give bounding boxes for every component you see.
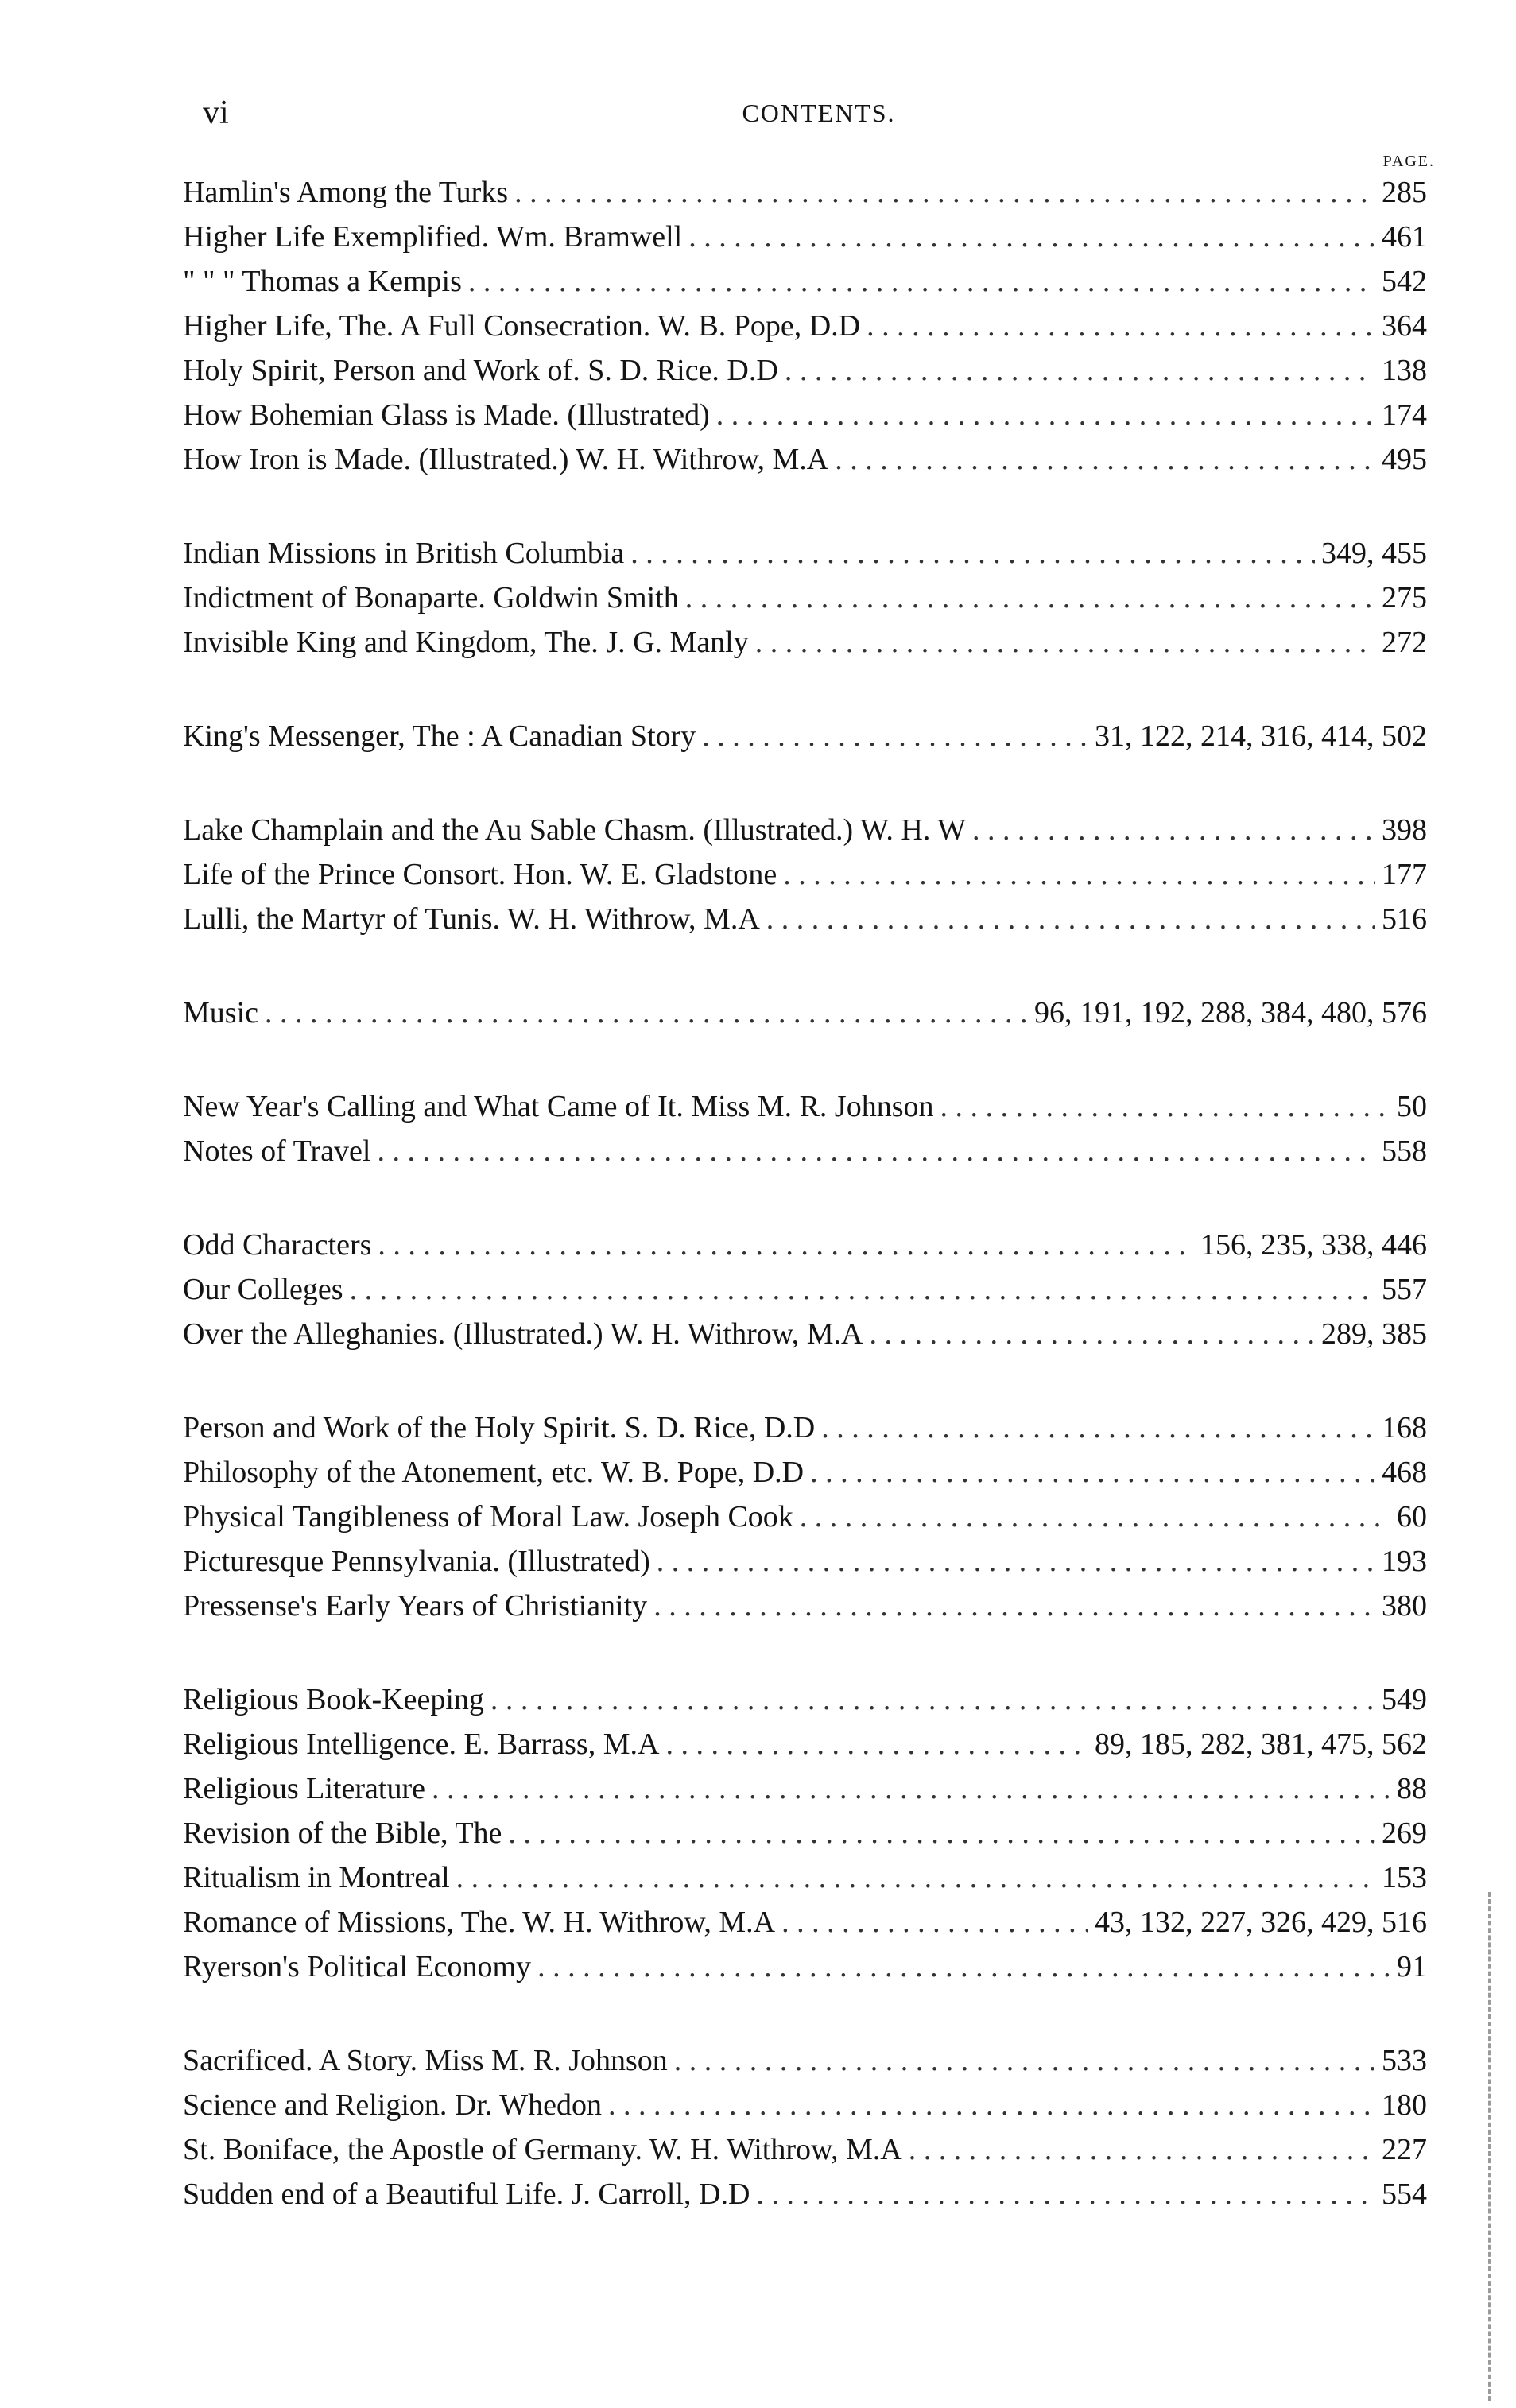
dot-leader bbox=[783, 857, 1375, 892]
dot-leader bbox=[378, 1227, 1194, 1262]
entry-pages: 91 bbox=[1397, 1950, 1427, 1983]
entry-pages: 272 bbox=[1382, 626, 1427, 659]
toc-entry bbox=[183, 812, 1427, 857]
toc-entry bbox=[183, 1499, 1427, 1544]
entry-title: Person and Work of the Holy Spirit. S. D. Rice, D.D bbox=[183, 1411, 816, 1444]
toc-entry bbox=[183, 995, 1427, 1040]
entry-pages: 50 bbox=[1397, 1090, 1427, 1123]
entry-title: Pressense's Early Years of Christianity bbox=[183, 1589, 648, 1623]
entry-pages: 275 bbox=[1382, 581, 1427, 615]
entry-pages: 269 bbox=[1382, 1817, 1427, 1850]
toc-entry bbox=[183, 1949, 1427, 1994]
toc-entry bbox=[183, 1134, 1427, 1178]
entry-pages: 43, 132, 227, 326, 429, 516 bbox=[1095, 1906, 1427, 1939]
toc-entry bbox=[183, 1410, 1427, 1455]
page-column-label: PAGE. bbox=[1382, 153, 1435, 170]
toc-entry bbox=[183, 1727, 1427, 1771]
entry-pages: 558 bbox=[1382, 1134, 1427, 1168]
dot-leader bbox=[755, 625, 1375, 660]
entry-pages: 193 bbox=[1382, 1545, 1427, 1578]
toc-entry bbox=[183, 2132, 1427, 2177]
toc-section bbox=[183, 1410, 1427, 1633]
toc-section bbox=[183, 719, 1427, 763]
toc-entry bbox=[183, 625, 1427, 669]
dot-leader bbox=[653, 1588, 1375, 1623]
dot-leader bbox=[716, 397, 1375, 432]
dot-leader bbox=[869, 1316, 1315, 1351]
entry-title: Sacrificed. A Story. Miss M. R. Johnson bbox=[183, 2044, 668, 2077]
toc-entry bbox=[183, 1272, 1427, 1316]
dot-leader bbox=[810, 1455, 1375, 1490]
entry-pages: 554 bbox=[1382, 2177, 1427, 2211]
entry-pages: 177 bbox=[1382, 858, 1427, 891]
entry-title: How Bohemian Glass is Made. (Illustrated) bbox=[183, 398, 710, 432]
entry-pages: 380 bbox=[1382, 1589, 1427, 1623]
entry-title: Over the Alleghanies. (Illustrated.) W. H. Withrow, M.A bbox=[183, 1317, 863, 1351]
toc-section bbox=[183, 2043, 1427, 2221]
toc-section bbox=[183, 1089, 1427, 1178]
entry-pages: 557 bbox=[1382, 1273, 1427, 1306]
dot-leader bbox=[909, 2132, 1375, 2167]
entry-title: Ritualism in Montreal bbox=[183, 1861, 450, 1894]
entry-pages: 88 bbox=[1397, 1772, 1427, 1805]
dot-leader bbox=[781, 1905, 1088, 1940]
toc-entry bbox=[183, 902, 1427, 946]
entry-title: Lake Champlain and the Au Sable Chasm. (Illustrated.) W. H. W bbox=[183, 813, 966, 847]
dot-leader bbox=[785, 353, 1375, 388]
dot-leader bbox=[800, 1499, 1390, 1534]
entry-pages: 461 bbox=[1382, 220, 1427, 254]
toc-entry bbox=[183, 1227, 1427, 1272]
dot-leader bbox=[537, 1949, 1390, 1984]
entry-title: Indian Missions in British Columbia bbox=[183, 537, 625, 570]
toc-entry bbox=[183, 353, 1427, 397]
entry-pages: 89, 185, 282, 381, 475, 562 bbox=[1095, 1727, 1427, 1761]
entry-title: Science and Religion. Dr. Whedon bbox=[183, 2088, 602, 2122]
toc-entry bbox=[183, 857, 1427, 902]
entry-title: Holy Spirit, Person and Work of. S. D. Rice. D.D bbox=[183, 354, 778, 387]
toc-entry bbox=[183, 1544, 1427, 1588]
entry-pages: 138 bbox=[1382, 354, 1427, 387]
entry-title: Religious Intelligence. E. Barrass, M.A bbox=[183, 1727, 660, 1761]
entry-title: Revision of the Bible, The bbox=[183, 1817, 502, 1850]
entry-pages: 285 bbox=[1382, 176, 1427, 209]
dot-leader bbox=[756, 2177, 1375, 2212]
toc-section bbox=[183, 175, 1427, 487]
entry-title: Sudden end of a Beautiful Life. J. Carroll, D.D bbox=[183, 2177, 750, 2211]
toc-entry bbox=[183, 219, 1427, 264]
entry-pages: 349, 455 bbox=[1321, 537, 1427, 570]
entry-title: Ryerson's Political Economy bbox=[183, 1950, 532, 1983]
toc-entry bbox=[183, 1316, 1427, 1361]
toc-entry bbox=[183, 1588, 1427, 1633]
toc-entry bbox=[183, 397, 1427, 442]
entry-pages: 364 bbox=[1382, 309, 1427, 343]
entry-title: Indictment of Bonaparte. Goldwin Smith bbox=[183, 581, 679, 615]
toc-entry bbox=[183, 1089, 1427, 1134]
entry-title: How Iron is Made. (Illustrated.) W. H. Withrow, M.A bbox=[183, 443, 829, 476]
toc-entry bbox=[183, 2177, 1427, 2221]
dot-leader bbox=[665, 1727, 1088, 1762]
entry-title: Higher Life, The. A Full Consecration. W. B. Pope, D.D bbox=[183, 309, 861, 343]
entry-title: Philosophy of the Atonement, etc. W. B. Pope, D.D bbox=[183, 1456, 805, 1489]
dot-leader bbox=[608, 2088, 1375, 2123]
toc-entry bbox=[183, 308, 1427, 353]
margin-dashed-rule bbox=[1488, 1892, 1491, 2401]
entry-title: Romance of Missions, The. W. H. Withrow, M.A bbox=[183, 1906, 776, 1939]
entry-pages: 168 bbox=[1382, 1411, 1427, 1444]
entry-pages: 174 bbox=[1382, 398, 1427, 432]
entry-pages: 495 bbox=[1382, 443, 1427, 476]
toc-entry bbox=[183, 2043, 1427, 2088]
toc-entry bbox=[183, 1455, 1427, 1499]
entry-pages: 542 bbox=[1382, 265, 1427, 298]
dot-leader bbox=[688, 219, 1375, 254]
entry-title: Hamlin's Among the Turks bbox=[183, 176, 509, 209]
page-header bbox=[203, 87, 1435, 170]
toc-entry bbox=[183, 1682, 1427, 1727]
dot-leader bbox=[867, 308, 1375, 343]
toc-entry bbox=[183, 536, 1427, 580]
toc-entry bbox=[183, 175, 1427, 219]
entry-pages: 549 bbox=[1382, 1683, 1427, 1716]
entry-title: Religious Book-Keeping bbox=[183, 1683, 484, 1716]
toc-section bbox=[183, 812, 1427, 946]
toc-section bbox=[183, 995, 1427, 1040]
dot-leader bbox=[508, 1816, 1375, 1851]
dot-leader bbox=[702, 719, 1088, 754]
entry-title: Music bbox=[183, 996, 258, 1030]
toc-section bbox=[183, 536, 1427, 669]
entry-title: Religious Literature bbox=[183, 1772, 425, 1805]
entry-pages: 516 bbox=[1382, 902, 1427, 936]
entry-title: King's Messenger, The : A Canadian Story bbox=[183, 719, 696, 753]
dot-leader bbox=[377, 1134, 1375, 1169]
entry-title: Lulli, the Martyr of Tunis. W. H. Withrow, M.A bbox=[183, 902, 760, 936]
dot-leader bbox=[940, 1089, 1391, 1124]
toc-entry bbox=[183, 264, 1427, 308]
dot-leader bbox=[265, 995, 1028, 1030]
table-of-contents bbox=[183, 175, 1427, 2270]
dot-leader bbox=[630, 536, 1315, 571]
dot-leader bbox=[514, 175, 1375, 210]
entry-pages: 533 bbox=[1382, 2044, 1427, 2077]
toc-section bbox=[183, 1227, 1427, 1361]
entry-pages: 468 bbox=[1382, 1456, 1427, 1489]
entry-title: St. Boniface, the Apostle of Germany. W. H. Withrow, M.A bbox=[183, 2133, 902, 2166]
entry-title: " " " Thomas a Kempis bbox=[183, 265, 462, 298]
toc-entry bbox=[183, 1816, 1427, 1860]
entry-title: Life of the Prince Consort. Hon. W. E. Gladstone bbox=[183, 858, 777, 891]
dot-leader bbox=[456, 1860, 1375, 1895]
toc-entry bbox=[183, 719, 1427, 763]
toc-section bbox=[183, 1682, 1427, 1994]
entry-title: Picturesque Pennsylvania. (Illustrated) bbox=[183, 1545, 650, 1578]
dot-leader bbox=[432, 1771, 1390, 1806]
page-number: vi bbox=[203, 95, 229, 131]
entry-title: Physical Tangibleness of Moral Law. Joseph Cook bbox=[183, 1500, 793, 1534]
entry-pages: 289, 385 bbox=[1321, 1317, 1427, 1351]
toc-entry bbox=[183, 1905, 1427, 1949]
dot-leader bbox=[835, 442, 1375, 477]
dot-leader bbox=[685, 580, 1375, 615]
entry-pages: 31, 122, 214, 316, 414, 502 bbox=[1095, 719, 1427, 753]
entry-title: Odd Characters bbox=[183, 1228, 372, 1262]
entry-pages: 227 bbox=[1382, 2133, 1427, 2166]
entry-title: Invisible King and Kingdom, The. J. G. Manly bbox=[183, 626, 749, 659]
entry-title: Our Colleges bbox=[183, 1273, 343, 1306]
dot-leader bbox=[972, 812, 1375, 847]
entry-pages: 96, 191, 192, 288, 384, 480, 576 bbox=[1034, 996, 1427, 1030]
toc-entry bbox=[183, 580, 1427, 625]
entry-title: Notes of Travel bbox=[183, 1134, 371, 1168]
dot-leader bbox=[657, 1544, 1375, 1579]
entry-pages: 60 bbox=[1397, 1500, 1427, 1534]
running-title: CONTENTS. bbox=[742, 99, 896, 127]
dot-leader bbox=[821, 1410, 1375, 1445]
toc-entry bbox=[183, 442, 1427, 487]
dot-leader bbox=[490, 1682, 1375, 1717]
entry-pages: 153 bbox=[1382, 1861, 1427, 1894]
dot-leader bbox=[766, 902, 1375, 936]
dot-leader bbox=[468, 264, 1375, 299]
toc-entry bbox=[183, 1771, 1427, 1816]
entry-title: New Year's Calling and What Came of It. Miss M. R. Johnson bbox=[183, 1090, 934, 1123]
toc-entry bbox=[183, 2088, 1427, 2132]
toc-entry bbox=[183, 1860, 1427, 1905]
dot-leader bbox=[674, 2043, 1375, 2078]
entry-pages: 180 bbox=[1382, 2088, 1427, 2122]
entry-title: Higher Life Exemplified. Wm. Bramwell bbox=[183, 220, 683, 254]
entry-pages: 156, 235, 338, 446 bbox=[1200, 1228, 1427, 1262]
entry-pages: 398 bbox=[1382, 813, 1427, 847]
dot-leader bbox=[350, 1272, 1375, 1307]
